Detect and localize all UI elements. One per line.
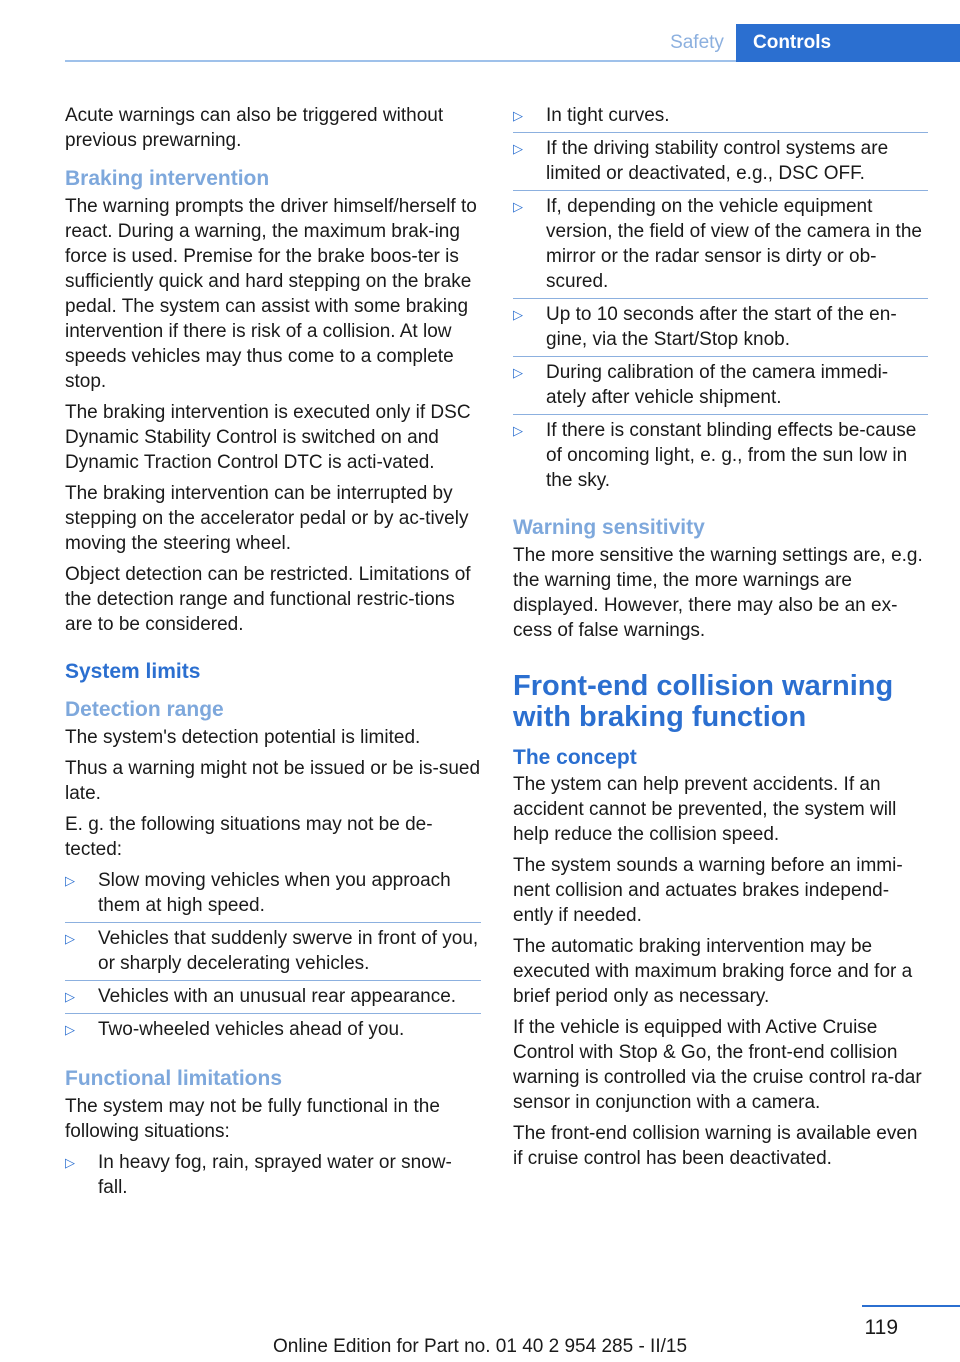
detection-list [65, 868, 481, 1046]
list-item-text: If the driving stability control systems are limited or deactivated, e.g., DSC OFF. [546, 138, 889, 184]
triangle-bullet-icon: ▷ [513, 307, 523, 322]
heading-braking-intervention: Braking intervention [65, 167, 270, 190]
list-item [65, 1150, 481, 1204]
paragraph-detection-2: Thus a warning might not be issued or be is-sued late. [65, 758, 481, 804]
heading-warning-sensitivity: Warning sensitivity [513, 516, 705, 539]
triangle-bullet-icon: ▷ [513, 365, 523, 380]
paragraph-concept-2: The system sounds a warning before an immi-nent collision and actuates brakes independ-ently if needed. [513, 855, 903, 926]
right-column [513, 103, 928, 1177]
list-item-text: If, depending on the vehicle equipment version, the field of view of the camera in the mirror or the radar sensor is dirty or ob-scured. [546, 196, 922, 292]
left-column [65, 103, 481, 1204]
triangle-bullet-icon: ▷ [65, 989, 75, 1004]
heading-the-concept: The concept [513, 746, 637, 769]
triangle-bullet-icon: ▷ [513, 199, 523, 214]
heading-front-end-collision-warning: Front-end collision warning with braking function [513, 670, 894, 733]
functional-list-continued [513, 103, 928, 497]
triangle-bullet-icon: ▷ [513, 141, 523, 156]
heading-functional-limitations: Functional limitations [65, 1067, 283, 1090]
list-item [513, 103, 928, 133]
list-item-text: In heavy fog, rain, sprayed water or snow-fall. [98, 1152, 452, 1198]
tab-controls[interactable]: Controls [736, 24, 960, 62]
list-item [513, 415, 928, 497]
list-item [65, 981, 481, 1014]
paragraph-detection-3: E. g. the following situations may not be de-tected: [65, 814, 433, 860]
list-item [513, 299, 928, 357]
list-item-text: Two-wheeled vehicles ahead of you. [98, 1019, 405, 1040]
list-item [65, 868, 481, 923]
paragraph-braking-3: The braking intervention can be interrupted by stepping on the accelerator pedal or by ac-tively moving the steering wheel. [65, 483, 469, 554]
paragraph-sensitivity: The more sensitive the warning settings are, e.g. the warning time, the more warnings are displayed. However, there may also be an ex-cess of false warnings. [513, 545, 923, 641]
paragraph-functional: The system may not be fully functional in the following situations: [65, 1096, 440, 1142]
heading-system-limits: System limits [65, 660, 201, 683]
paragraph-braking-2: The braking intervention is executed only if DSC Dynamic Stability Control is switched on and Dynamic Traction Control DTC is acti-vated. [65, 402, 471, 473]
triangle-bullet-icon: ▷ [65, 873, 75, 888]
list-item-text: Slow moving vehicles when you approach them at high speed. [98, 870, 451, 916]
list-item [513, 357, 928, 415]
footer-edition: Online Edition for Part no. 01 40 2 954 285 - II/15 [272, 1336, 688, 1357]
list-item [513, 133, 928, 191]
triangle-bullet-icon: ▷ [513, 423, 523, 438]
list-item-text: Vehicles that suddenly swerve in front of you, or sharply decelerating vehicles. [98, 928, 479, 974]
list-item-text: If there is constant blinding effects be-cause of oncoming light, e. g., from the sun low in the sky. [546, 420, 917, 491]
triangle-bullet-icon: ▷ [65, 1022, 75, 1037]
triangle-bullet-icon: ▷ [65, 931, 75, 946]
paragraph-detection-1: The system's detection potential is limited. [65, 727, 421, 748]
triangle-bullet-icon: ▷ [65, 1155, 75, 1170]
list-item-text: Up to 10 seconds after the start of the en-gine, via the Start/Stop knob. [546, 304, 897, 350]
list-item-text: During calibration of the camera immedi-ately after vehicle shipment. [546, 362, 889, 408]
footer-rule [862, 1305, 960, 1307]
paragraph-concept-3: The automatic braking intervention may be executed with maximum braking force and for a brief period only as necessary. [513, 936, 913, 1007]
list-item-text: Vehicles with an unusual rear appearance. [98, 986, 457, 1007]
paragraph-acute: Acute warnings can also be triggered without previous prewarning. [65, 105, 444, 151]
paragraph-braking-1: The warning prompts the driver himself/herself to react. During a warning, the maximum brak-ing force is used. Premise for the brake boos-ter is sufficiently quick and hard stepping on the brake pedal. The system can assist with some braking intervention if there is risk of a collision. At low speeds vehicles may thus come to a complete stop. [65, 196, 477, 392]
tab-safety[interactable]: Safety [670, 32, 724, 53]
paragraph-concept-4: If the vehicle is equipped with Active Cruise Control with Stop & Go, the front-end collision warning is controlled via the cruise control ra-dar sensor in conjunction with a camera. [513, 1017, 922, 1113]
triangle-bullet-icon: ▷ [513, 108, 523, 123]
page-number: 119 [864, 1316, 898, 1339]
heading-detection-range: Detection range [65, 698, 224, 721]
list-item-text: In tight curves. [546, 105, 670, 126]
paragraph-concept-5: The front-end collision warning is available even if cruise control has been deactivated. [513, 1123, 918, 1169]
list-item [513, 191, 928, 299]
list-item [65, 923, 481, 981]
paragraph-braking-4: Object detection can be restricted. Limitations of the detection range and functional restric-tions are to be considered. [65, 564, 471, 635]
list-item [65, 1014, 481, 1046]
functional-list [65, 1150, 481, 1204]
paragraph-concept-1: The ystem can help prevent accidents. If an accident cannot be prevented, the system will help reduce the collision speed. [513, 774, 897, 845]
